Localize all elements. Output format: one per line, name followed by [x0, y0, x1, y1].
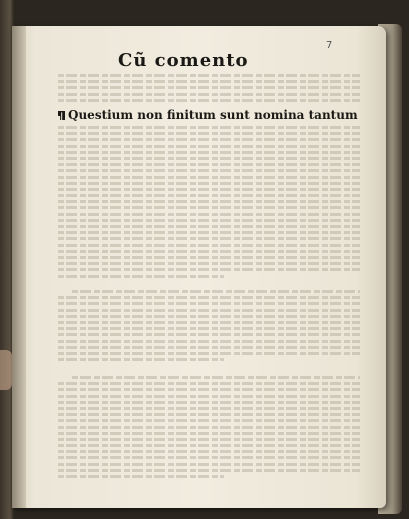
commentary-block-2-unreadable — [58, 290, 360, 364]
text-line-illegible — [58, 244, 360, 247]
text-line-illegible — [58, 456, 360, 459]
text-line-illegible — [58, 163, 360, 166]
text-line-illegible — [58, 401, 360, 404]
text-line-illegible — [58, 395, 360, 398]
text-line-illegible — [58, 80, 360, 83]
text-line-illegible — [72, 290, 360, 293]
text-line-illegible — [58, 256, 360, 259]
text-line-illegible — [58, 315, 360, 318]
text-line-illegible — [72, 376, 360, 379]
text-line-illegible — [58, 219, 360, 222]
page-gutter — [12, 26, 26, 508]
folio-number: 7 — [326, 40, 333, 51]
text-line-illegible — [58, 438, 360, 441]
commentary-block-3-unreadable — [58, 376, 360, 481]
text-line-illegible — [58, 358, 224, 361]
text-line-illegible — [58, 432, 360, 435]
text-line-illegible — [58, 296, 360, 299]
text-line-illegible — [58, 444, 360, 447]
text-line-illegible — [58, 74, 360, 77]
text-line-illegible — [58, 225, 360, 228]
text-line-illegible — [58, 176, 360, 179]
text-line-illegible — [58, 188, 360, 191]
text-line-illegible — [58, 407, 360, 410]
text-line-illegible — [58, 475, 224, 478]
text-line-illegible — [58, 200, 360, 203]
text-line-illegible — [58, 352, 360, 355]
section-heading-text: Questium non finitum sunt nomina tantum — [68, 108, 358, 122]
text-line-illegible — [58, 138, 360, 141]
text-line-illegible — [58, 340, 360, 343]
text-line-illegible — [58, 419, 360, 422]
text-line-illegible — [58, 463, 360, 466]
text-line-illegible — [58, 413, 360, 416]
text-line-illegible — [58, 346, 360, 349]
commentary-block-1-unreadable — [58, 126, 360, 281]
text-line-illegible — [58, 321, 360, 324]
text-line-illegible — [58, 182, 360, 185]
text-line-illegible — [58, 333, 360, 336]
text-line-illegible — [58, 268, 360, 271]
opening-paragraph-unreadable — [58, 74, 360, 105]
text-line-illegible — [58, 169, 360, 172]
text-line-illegible — [58, 262, 360, 265]
text-line-illegible — [58, 469, 360, 472]
text-line-illegible — [58, 145, 360, 148]
running-head: Cũ comento — [118, 50, 249, 71]
text-line-illegible — [58, 450, 360, 453]
text-line-illegible — [58, 132, 360, 135]
paragraph-mark-icon — [58, 111, 65, 120]
text-line-illegible — [58, 327, 360, 330]
text-line-illegible — [58, 231, 360, 234]
text-line-illegible — [58, 426, 360, 429]
text-line-illegible — [58, 206, 360, 209]
text-line-illegible — [58, 382, 360, 385]
text-line-illegible — [58, 99, 360, 102]
text-line-illegible — [58, 213, 360, 216]
text-line-illegible — [58, 86, 360, 89]
text-line-illegible — [58, 93, 360, 96]
text-line-illegible — [58, 309, 360, 312]
text-line-illegible — [58, 151, 360, 154]
text-line-illegible — [58, 302, 360, 305]
thumb-on-page-edge — [0, 350, 12, 390]
text-line-illegible — [58, 275, 224, 278]
text-line-illegible — [58, 157, 360, 160]
text-line-illegible — [58, 388, 360, 391]
section-heading — [58, 108, 358, 122]
text-line-illegible — [58, 250, 360, 253]
text-line-illegible — [58, 237, 360, 240]
text-line-illegible — [58, 194, 360, 197]
text-line-illegible — [58, 126, 360, 129]
